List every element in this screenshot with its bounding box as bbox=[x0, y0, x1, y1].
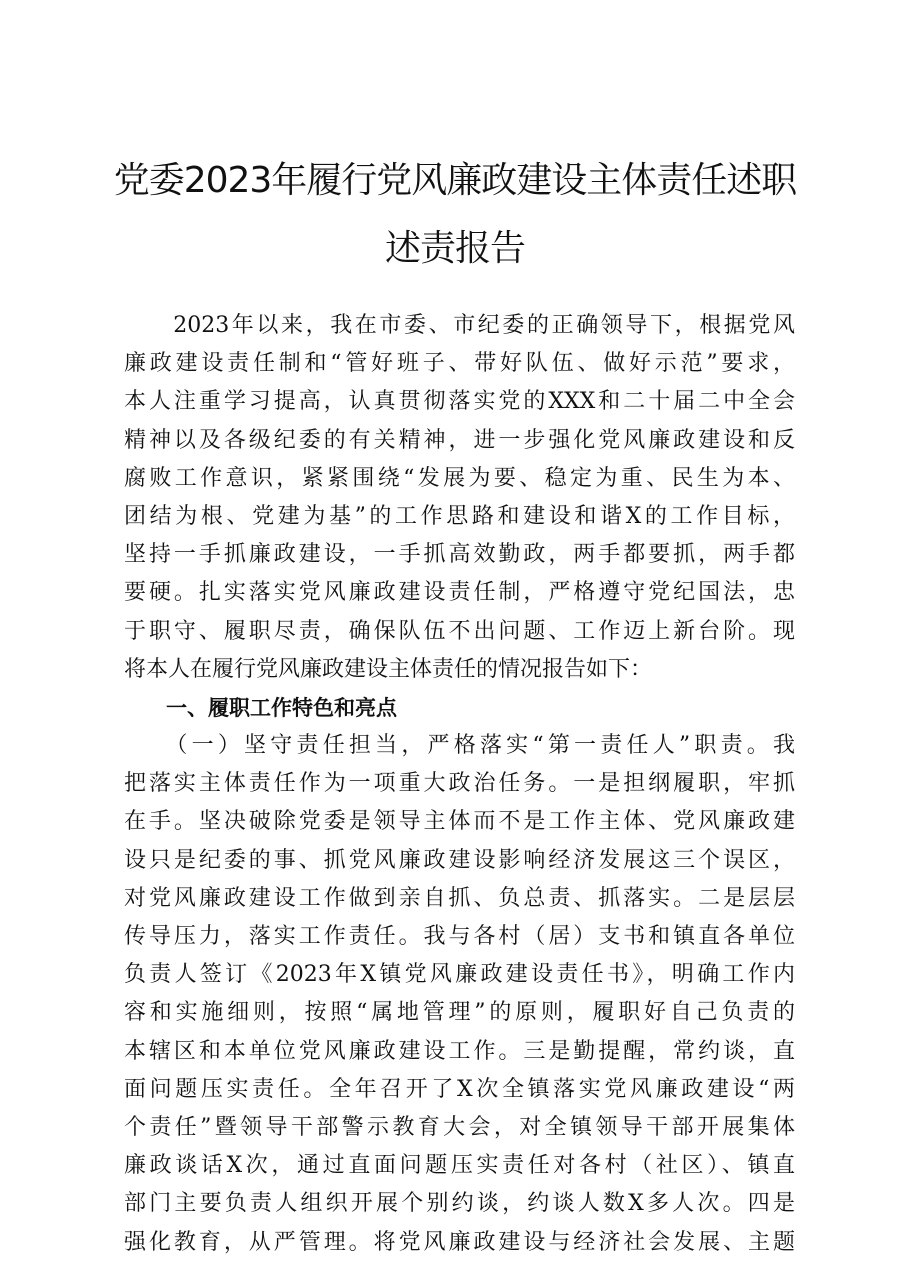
text-line: 对党风廉政建设工作做到亲自抓、负总责、抓落实。二是层层 bbox=[124, 885, 795, 911]
text-line: 于职守、履职尽责，确保队伍不出问题、工作迈上新台阶。现 bbox=[124, 618, 795, 644]
text-line: 设只是纪委的事、抓党风廉政建设影响经济发展这三个误区， bbox=[124, 847, 795, 873]
text-line: 要硬。扎实落实党风廉政建设责任制，严格遵守党纪国法，忠 bbox=[124, 580, 795, 606]
text-line: 把落实主体责任作为一项重大政治任务。一是担纲履职，牢抓 bbox=[124, 771, 795, 797]
section-heading: 一、履职工作特色和亮点 bbox=[124, 695, 397, 720]
text-line: 精神以及各级纪委的有关精神，进一步强化党风廉政建设和反 bbox=[124, 427, 795, 453]
text-line: 个责任”暨领导干部警示教育大会，对全镇领导干部开展集体 bbox=[124, 1114, 795, 1140]
document-body bbox=[124, 307, 795, 1262]
text-line: 面问题压实责任。全年召开了X次全镇落实党风廉政建设“两 bbox=[124, 1076, 795, 1102]
text-line: 廉政谈话X次，通过直面问题压实责任对各村（社区）、镇直 bbox=[124, 1153, 795, 1179]
text-line: 腐败工作意识，紧紧围绕“发展为要、稳定为重、民生为本、 bbox=[124, 465, 795, 491]
text-line: 团结为根、党建为基”的工作思路和建设和谐X的工作目标， bbox=[124, 503, 795, 529]
text-line: （一）坚守责任担当，严格落实“第一责任人”职责。我 bbox=[124, 733, 795, 759]
text-line: 在手。坚决破除党委是领导主体而不是工作主体、党风廉政建 bbox=[124, 809, 795, 835]
text-line: 2023年以来，我在市委、市纪委的正确领导下，根据党风 bbox=[124, 313, 795, 338]
text-line: 容和实施细则，按照“属地管理”的原则，履职好自己负责的 bbox=[124, 1000, 795, 1026]
text-line: 部门主要负责人组织开展个别约谈，约谈人数X多人次。四是 bbox=[124, 1191, 795, 1217]
text-line: 强化教育，从严管理。将党风廉政建设与经济社会发展、主题 bbox=[124, 1229, 795, 1255]
document-title-line-1: 党委2023年履行党风廉政建设主体责任述职 bbox=[113, 160, 797, 201]
text-line: 坚持一手抓廉政建设，一手抓高效勤政，两手都要抓，两手都 bbox=[124, 542, 795, 568]
text-line: 本辖区和本单位党风廉政建设工作。三是勤提醒，常约谈，直 bbox=[124, 1038, 795, 1064]
text-line: 本人注重学习提高，认真贯彻落实党的XXX和二十届二中全会 bbox=[124, 389, 795, 415]
document-title-line-2: 述责报告 bbox=[384, 228, 525, 269]
text-line: 廉政建设责任制和“管好班子、带好队伍、做好示范”要求， bbox=[124, 351, 795, 377]
text-line: 传导压力，落实工作责任。我与各村（居）支书和镇直各单位 bbox=[124, 924, 795, 949]
text-line: 将本人在履行党风廉政建设主体责任的情况报告如下： bbox=[124, 656, 653, 682]
paragraph-responsibility bbox=[124, 727, 795, 1262]
paragraph-intro bbox=[124, 307, 795, 689]
text-line: 负责人签订《2023年X镇党风廉政建设责任书》，明确工作内 bbox=[124, 962, 795, 988]
